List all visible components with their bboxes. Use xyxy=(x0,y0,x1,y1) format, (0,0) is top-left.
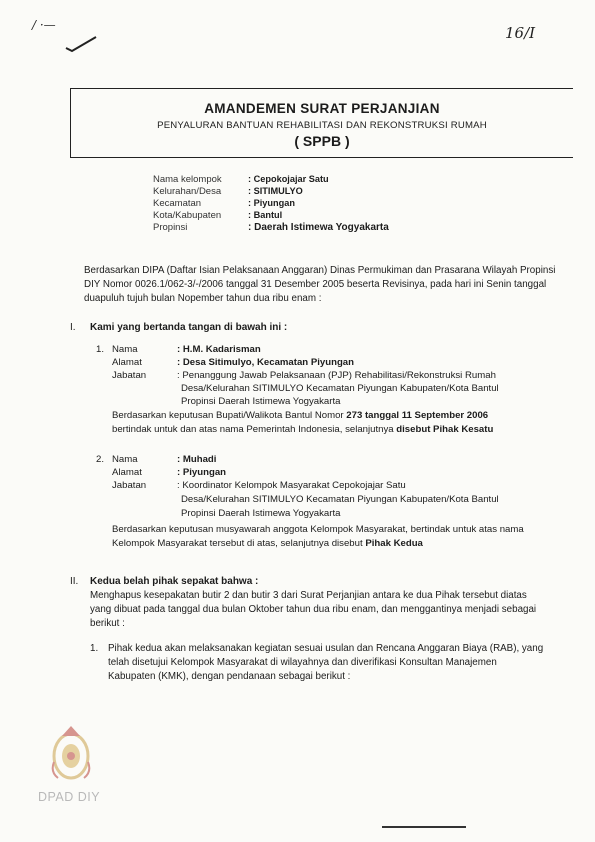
party2-position-row xyxy=(112,480,406,493)
position-label: Jabatan xyxy=(112,480,147,491)
watermark: DPAD DIY xyxy=(38,790,101,804)
intro-line: Berdasarkan DIPA (Daftar Isian Pelaksanaan Anggaran) Dinas Permukiman dan Prasarana Wilayah Propinsi xyxy=(84,265,556,276)
section-heading: Kedua belah pihak sepakat bahwa : xyxy=(90,576,259,587)
item1-line: telah disetujui Kelompok Masyarakat di wilayahnya dan diverifikasi Konsultan Manajemen xyxy=(108,657,497,668)
address-label: Alamat xyxy=(112,357,142,368)
party-number: 2. xyxy=(96,454,105,465)
party2-position-line: Desa/Kelurahan SITIMULYO Kecamatan Piyungan Kabupaten/Kota Bantul xyxy=(181,494,499,505)
party2-designation: Pihak Kedua xyxy=(365,538,423,549)
party1-position-line: Propinsi Daerah Istimewa Yogyakarta xyxy=(181,396,341,407)
info-value: : Piyungan xyxy=(248,198,295,208)
intro-line: duapuluh tujuh bulan Nopember tahun dua ribu enam : xyxy=(84,293,322,304)
party1-address: : Desa Sitimulyo, Kecamatan Piyungan xyxy=(177,357,355,368)
info-value: : SITIMULYO xyxy=(248,186,303,196)
info-row xyxy=(153,222,389,234)
section-heading: Kami yang bertanda tangan di bawah ini : xyxy=(90,322,288,333)
document-code: ( SPPB ) xyxy=(294,133,350,149)
info-row xyxy=(153,173,329,185)
item1-line: Kabupaten (KMK), dengan pendanaan sebagai berikut : xyxy=(108,671,351,682)
section-number: I. xyxy=(70,322,76,333)
party2-address-row xyxy=(112,467,226,480)
document-title: AMANDEMEN SURAT PERJANJIAN xyxy=(204,101,440,116)
party2-basis-line xyxy=(112,538,423,551)
title-box xyxy=(70,88,573,158)
info-label: Kota/Kabupaten xyxy=(153,210,222,221)
party2-basis-line: Berdasarkan keputusan musyawarah anggota Kelompok Masyarakat, bertindak untuk atas nama xyxy=(112,524,524,535)
item1-line: Pihak kedua akan melaksanakan kegiatan sesuai usulan dan Rencana Anggaran Biaya (RAB), yang xyxy=(108,643,544,654)
name-label: Nama xyxy=(112,344,138,355)
party1-position-line: Desa/Kelurahan SITIMULYO Kecamatan Piyungan Kabupaten/Kota Bantul xyxy=(181,383,499,394)
party2-address: : Piyungan xyxy=(177,467,227,478)
info-row xyxy=(153,185,303,197)
party1-basis-text: Berdasarkan keputusan Bupati/Walikota Bantul Nomor xyxy=(112,410,347,421)
party1-basis-line xyxy=(112,410,488,423)
party1-name-row xyxy=(96,344,261,357)
page-mark: 16/I xyxy=(505,24,536,42)
name-label: Nama xyxy=(112,454,138,465)
scan-artifact xyxy=(382,826,466,828)
party2-name: : Muhadi xyxy=(177,454,217,465)
party2-name-row xyxy=(96,454,216,467)
party2-basis-text: Kelompok Masyarakat tersebut di atas, selanjutnya disebut xyxy=(112,538,366,549)
address-label: Alamat xyxy=(112,467,142,478)
section2-text-line: Menghapus kesepakatan butir 2 dan butir 3 dari Surat Perjanjian antara ke dua Pihak tersebut diatas xyxy=(90,590,527,601)
party1-designation: disebut Pihak Kesatu xyxy=(396,424,494,435)
check-mark xyxy=(62,34,100,54)
intro-line: DIY Nomor 0026.1/062-3/-/2006 tanggal 31 Desember 2005 beserta Revisinya, pada hari ini Senin tanggal xyxy=(84,279,547,290)
info-label: Kecamatan xyxy=(153,198,202,209)
info-row xyxy=(153,209,282,221)
info-row xyxy=(153,197,295,209)
party1-basis-text: bertindak untuk dan atas nama Pemerintah Indonesia, selanjutnya xyxy=(112,424,397,435)
party1-address-row xyxy=(112,357,354,370)
info-label: Kelurahan/Desa xyxy=(153,186,222,197)
section2-text-line: yang dibuat pada tanggal dua bulan Oktober tahun dua ribu enam, dan menggantinya menjadi sebagai xyxy=(90,604,537,615)
party1-basis-line xyxy=(112,424,493,437)
party-number: 1. xyxy=(96,344,105,355)
pen-mark-top-left: / ·— xyxy=(32,18,56,32)
item-number: 1. xyxy=(90,643,99,654)
party1-position-line: : Penanggung Jawab Pelaksanaan (PJP) Rehabilitasi/Rekonstruksi Rumah xyxy=(177,370,496,381)
regional-seal-icon xyxy=(48,722,94,784)
section2-text-line: berikut : xyxy=(90,618,125,629)
info-value: : Daerah Istimewa Yogyakarta xyxy=(248,222,389,233)
document-subtitle: PENYALURAN BANTUAN REHABILITASI DAN REKONSTRUKSI RUMAH xyxy=(157,120,487,131)
position-label: Jabatan xyxy=(112,370,147,381)
info-label: Nama kelompok xyxy=(153,174,222,185)
party1-name: : H.M. Kadarisman xyxy=(177,344,261,355)
section-number: II. xyxy=(70,576,79,587)
party1-decree: 273 tanggal 11 September 2006 xyxy=(346,410,489,421)
info-label: Propinsi xyxy=(153,222,188,233)
info-value: : Bantul xyxy=(248,210,283,220)
party2-position-line: : Koordinator Kelompok Masyarakat Cepokojajar Satu xyxy=(177,480,406,491)
party2-position-line: Propinsi Daerah Istimewa Yogyakarta xyxy=(181,508,341,519)
info-value: : Cepokojajar Satu xyxy=(248,174,329,184)
party1-position-row xyxy=(112,370,496,383)
